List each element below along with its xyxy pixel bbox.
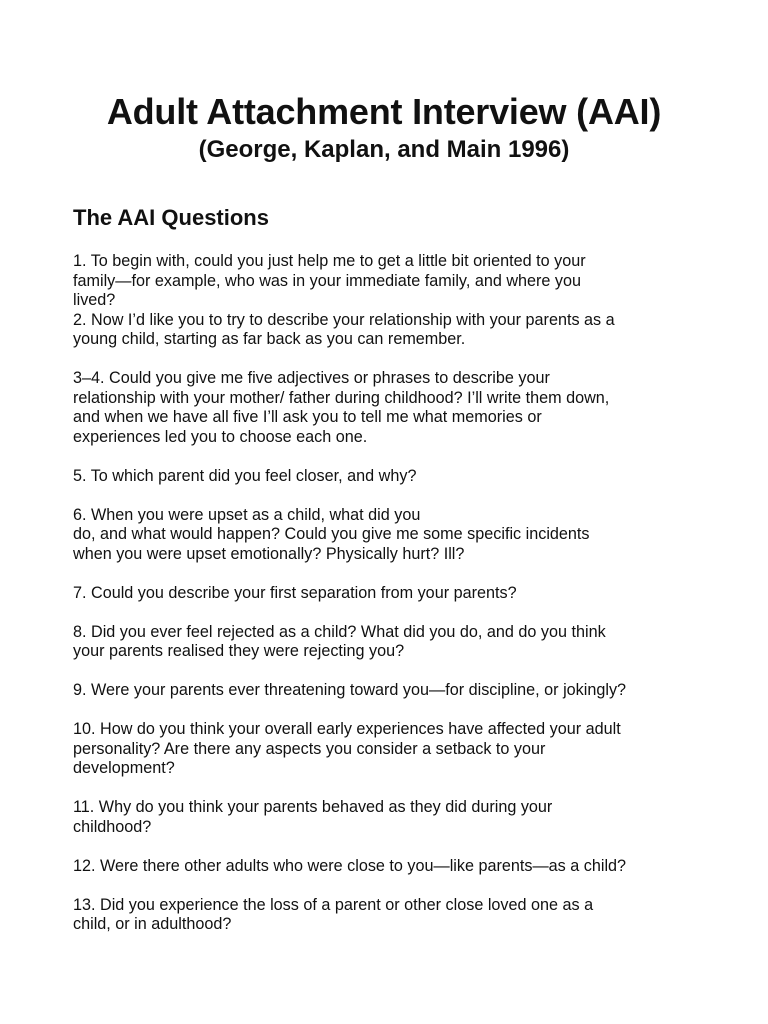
question-line: do, and what would happen? Could you give me some specific incidents	[73, 525, 590, 543]
question-line: 5. To which parent did you feel closer, and why?	[73, 466, 417, 485]
question-line: child, or in adulthood?	[73, 915, 232, 933]
section-heading: The AAI Questions	[73, 205, 269, 230]
question-line: when you were upset emotionally? Physically hurt? Ill?	[73, 544, 465, 563]
question-line: 11. Why do you think your parents behaved as they did during your	[73, 798, 553, 816]
question-10	[73, 720, 703, 779]
question-line: 7. Could you describe your first separation from your parents?	[73, 583, 517, 602]
question-line: 3–4. Could you give me five adjectives or phrases to describe your	[73, 369, 550, 387]
question-line: young child, starting as far back as you can remember.	[73, 330, 466, 348]
question-line: and when we have all five I’ll ask you to tell me what memories or	[73, 408, 542, 426]
question-line: development?	[73, 759, 175, 777]
question-line: family—for example, who was in your immediate family, and where you	[73, 271, 582, 290]
question-11	[73, 798, 703, 837]
document-subtitle: (George, Kaplan, and Main 1996)	[198, 136, 570, 163]
question-3-4	[73, 369, 703, 447]
question-line: 13. Did you experience the loss of a parent or other close loved one as a	[73, 895, 594, 914]
question-13	[73, 896, 703, 935]
question-1	[73, 252, 703, 311]
question-7	[73, 584, 703, 604]
question-line: childhood?	[73, 817, 152, 836]
question-line: 12. Were there other adults who were close to you—like parents—as a child?	[73, 856, 627, 875]
question-line: experiences led you to choose each one.	[73, 427, 368, 446]
question-6	[73, 506, 703, 565]
question-line: 10. How do you think your overall early experiences have affected your adult	[73, 720, 621, 738]
question-line: relationship with your mother/ father during childhood? I’ll write them down,	[73, 388, 610, 407]
question-line: your parents realised they were rejecting you?	[73, 642, 405, 660]
questions-list	[73, 252, 703, 935]
question-line: personality? Are there any aspects you consider a setback to your	[73, 739, 546, 758]
question-12	[73, 857, 703, 877]
question-9	[73, 681, 703, 701]
question-line: 6. When you were upset as a child, what did you	[73, 505, 421, 524]
question-line: 8. Did you ever feel rejected as a child? What did you do, and do you think	[73, 622, 606, 641]
question-5	[73, 467, 703, 487]
question-line: 9. Were your parents ever threatening toward you—for discipline, or jokingly?	[73, 681, 627, 699]
question-line: 1. To begin with, could you just help me to get a little bit oriented to your	[73, 252, 586, 270]
question-line: lived?	[73, 291, 116, 309]
question-2	[73, 311, 703, 350]
question-8	[73, 623, 703, 662]
question-line: 2. Now I’d like you to try to describe your relationship with your parents as a	[73, 310, 615, 329]
document-title: Adult Attachment Interview (AAI)	[106, 91, 662, 132]
